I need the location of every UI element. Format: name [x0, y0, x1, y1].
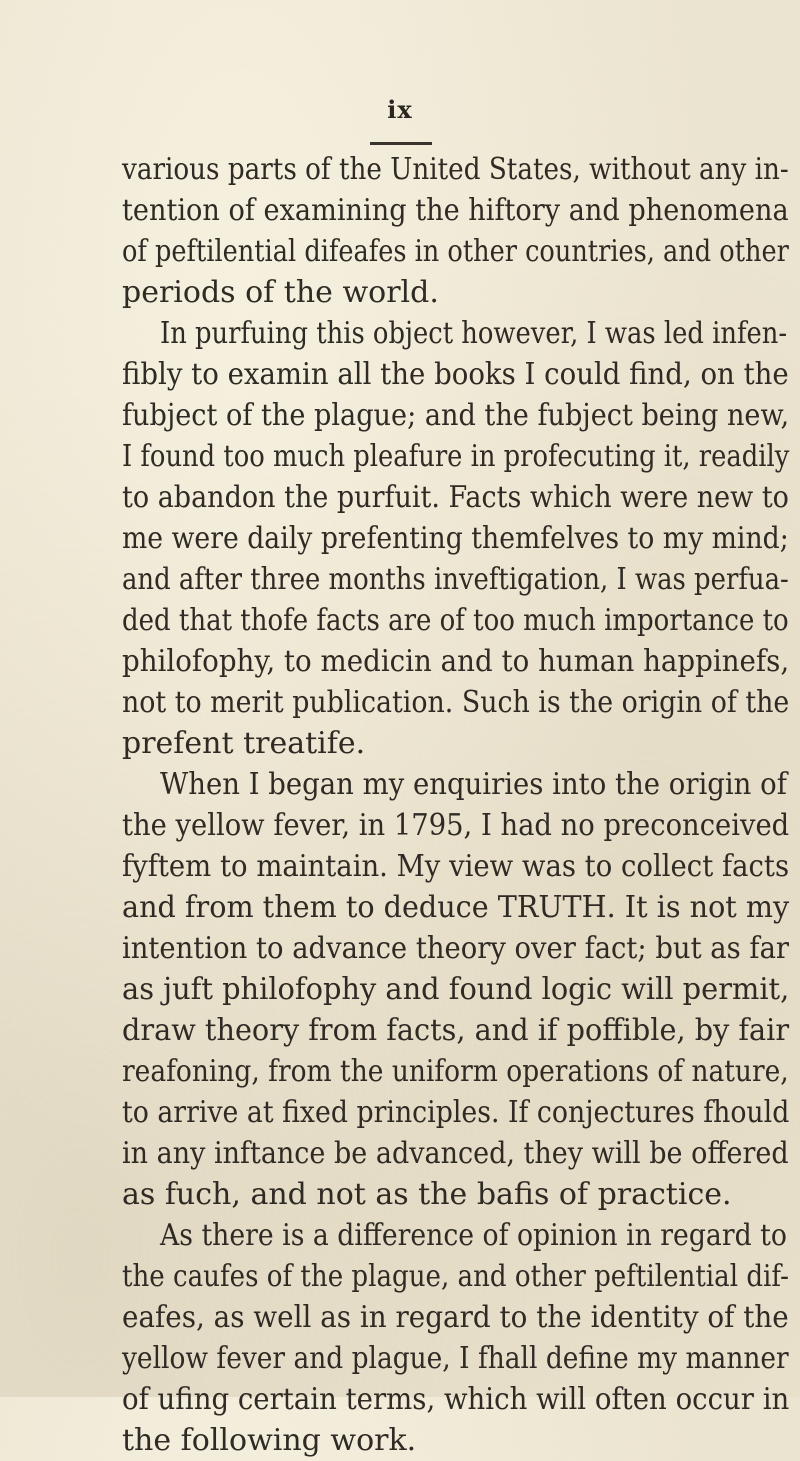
text-line: and after three months inveftigation, I was perfua- [122, 562, 789, 597]
text-line: and from them to deduce TRUTH. It is not my [122, 890, 790, 925]
text-line: intention to advance theory over fact; but as far [122, 931, 790, 966]
text-line: I found too much pleafure in profecuting it, readily [122, 439, 790, 474]
text-line: fyftem to maintain. My view was to collect facts [122, 849, 790, 884]
text-line: of ufing certain terms, which will often occur in [122, 1382, 790, 1417]
text-line: eafes, as well as in regard to the identity of the [122, 1300, 789, 1335]
text-line: philofophy, to medicin and to human happinefs, [122, 644, 790, 679]
text-line: to abandon the purfuit. Facts which were new to [122, 480, 789, 515]
text-line: as fuch, and not as the bafis of practice. [122, 1177, 732, 1212]
text-line: as juft philofophy and found logic will permit, [122, 972, 790, 1007]
page-number: ix [387, 95, 413, 124]
text-line: draw theory from facts, and if poffible, by fair [122, 1013, 790, 1048]
text-line: When I began my enquiries into the origin of [160, 767, 787, 802]
text-line: various parts of the United States, without any in- [122, 152, 789, 187]
text-line: fibly to examin all the books I could find, on the [122, 357, 789, 392]
text-line: the following work. [122, 1423, 417, 1458]
text-line: the caufes of the plague, and other peftilential dif- [122, 1259, 789, 1294]
text-line: to arrive at fixed principles. If conjectures fhould [122, 1095, 790, 1130]
text-line: periods of the world. [122, 275, 439, 310]
text-line: not to merit publication. Such is the origin of the [122, 685, 790, 720]
text-line: ded that thofe facts are of too much importance to [122, 603, 789, 638]
text-line: in any inftance be advanced, they will be offered [122, 1136, 789, 1171]
text-line: me were daily prefenting themfelves to my mind; [122, 521, 789, 556]
text-line: In purfuing this object however, I was led infen- [160, 316, 788, 351]
text-line: the yellow fever, in 1795, I had no preconceived [122, 808, 790, 843]
text-line: tention of examining the hiftory and phenomena [122, 193, 789, 228]
text-line: yellow fever and plague, I fhall define my manner [122, 1341, 789, 1376]
text-line: As there is a difference of opinion in regard to [160, 1218, 787, 1253]
header-rule [370, 142, 432, 145]
text-line: fubject of the plague; and the fubject being new, [122, 398, 790, 433]
text-line: prefent treatife. [122, 726, 366, 761]
text-line: reafoning, from the uniform operations of nature, [122, 1054, 789, 1089]
text-line: of peftilential difeafes in other countries, and other [122, 234, 789, 269]
